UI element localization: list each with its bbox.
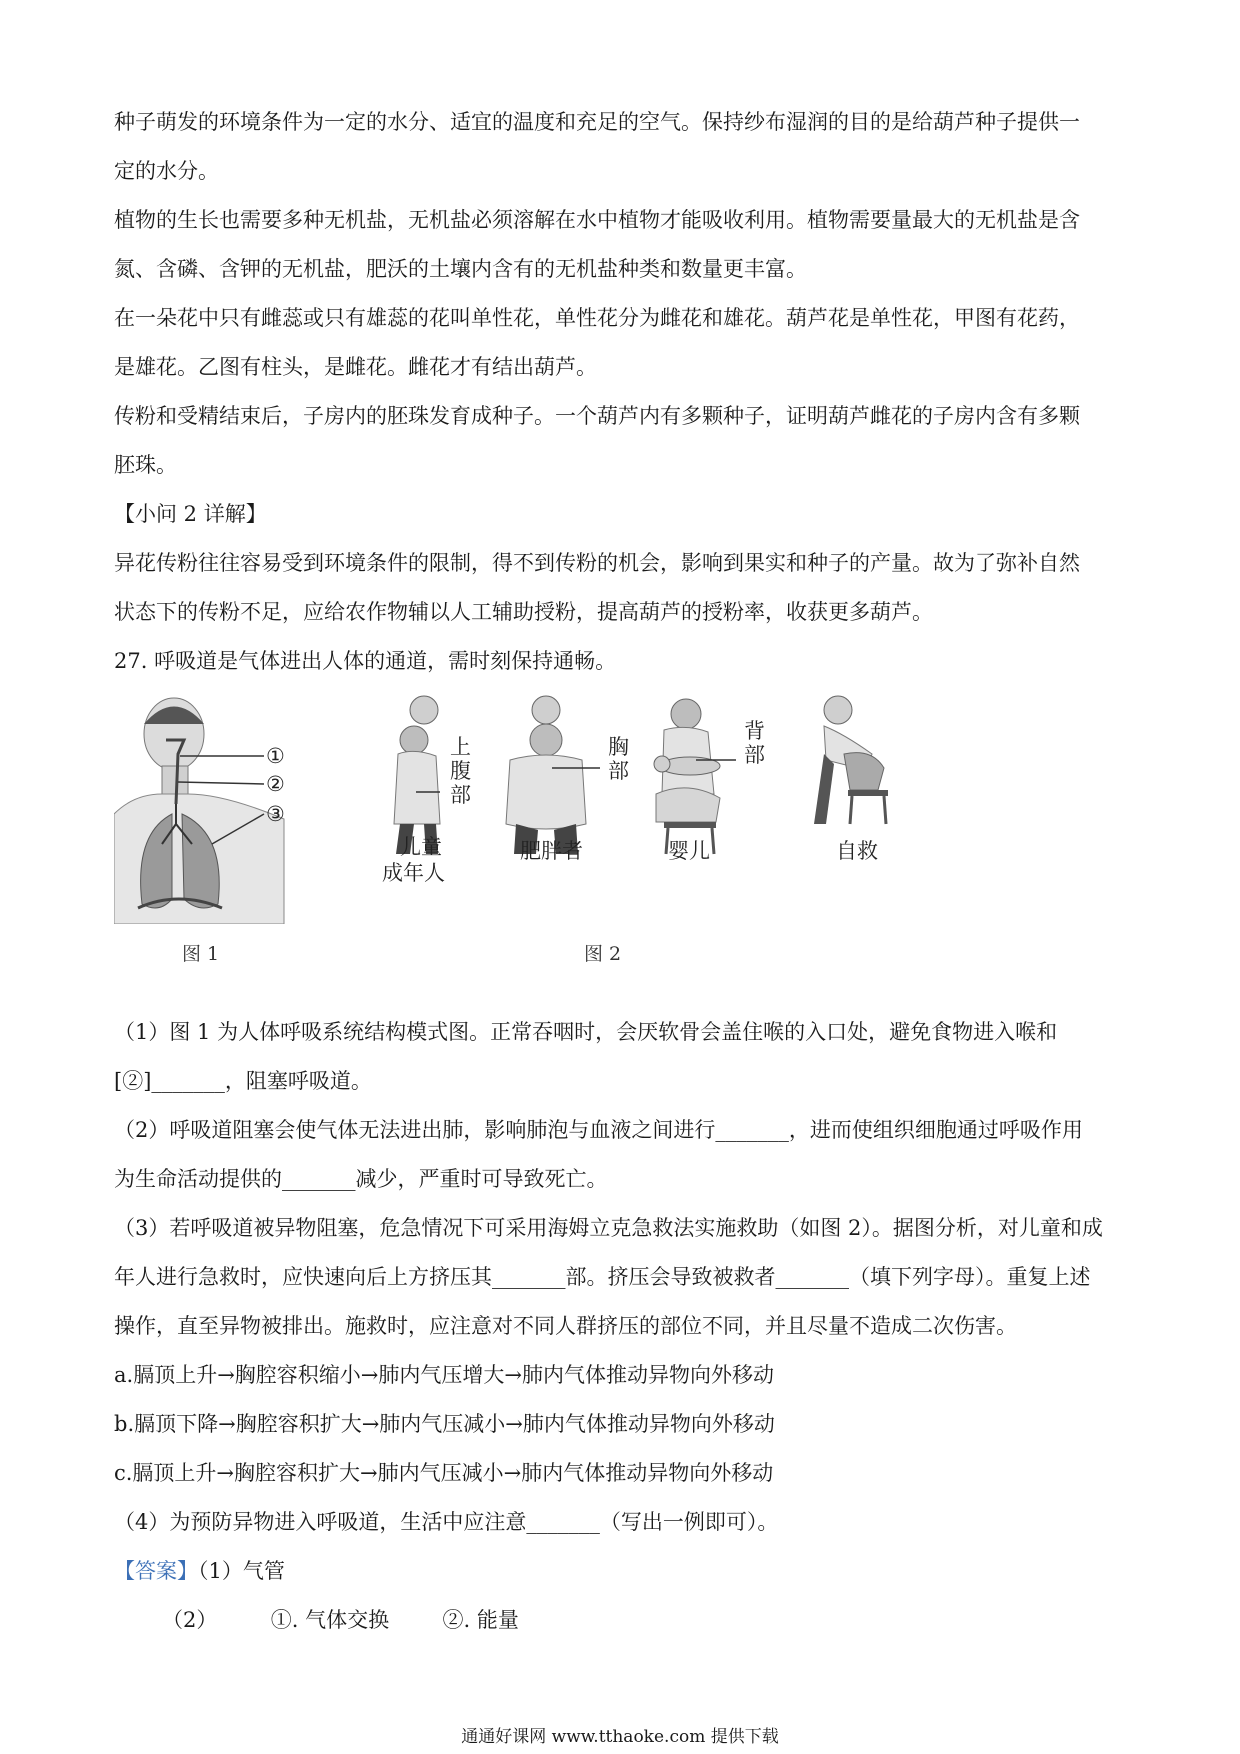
svg-text:部: 部 bbox=[450, 783, 471, 807]
option-c: c.膈顶上升→胸腔容积扩大→肺内气压减小→肺内气体推动异物向外移动 bbox=[114, 1461, 774, 1485]
answer-2-part-1: ①. 气体交换 bbox=[270, 1608, 390, 1632]
answer-2-number: （2） bbox=[162, 1608, 218, 1632]
svg-text:部: 部 bbox=[608, 759, 629, 783]
question-1: [②]_______，阻塞呼吸道。 bbox=[114, 1069, 372, 1093]
question-3: 操作，直至异物被排出。施救时，应注意对不同人群挤压的部位不同，并且尽量不造成二次伤害。 bbox=[114, 1314, 1017, 1338]
paragraph: 种子萌发的环境条件为一定的水分、适宜的温度和充足的空气。保持纱布湿润的目的是给葫芦种子提供一 bbox=[114, 110, 1080, 134]
panel-label-self-rescue: 自救 bbox=[836, 839, 878, 863]
answer-1: （1）气管 bbox=[198, 1559, 285, 1583]
question-1: （1）图 1 为人体呼吸系统结构模式图。正常吞咽时，会厌软骨会盖住喉的入口处，避免食物进入喉和 bbox=[114, 1020, 1058, 1044]
figure2-caption: 图 2 bbox=[584, 943, 622, 965]
paragraph: 定的水分。 bbox=[114, 159, 219, 183]
figure1-respiratory-system bbox=[114, 694, 344, 924]
subsection-heading: 【小问 2 详解】 bbox=[114, 502, 267, 526]
option-b: b.膈顶下降→胸腔容积扩大→肺内气压减小→肺内气体推动异物向外移动 bbox=[114, 1412, 775, 1436]
svg-text:腹: 腹 bbox=[450, 759, 471, 783]
paragraph: 植物的生长也需要多种无机盐，无机盐必须溶解在水中植物才能吸收利用。植物需要量最大的无机盐是含 bbox=[114, 208, 1080, 232]
question-4: （4）为预防异物进入呼吸道，生活中应注意_______（写出一例即可）。 bbox=[114, 1510, 779, 1534]
paragraph: 氮、含磷、含钾的无机盐，肥沃的土壤内含有的无机盐种类和数量更丰富。 bbox=[114, 257, 807, 281]
paragraph: 在一朵花中只有雌蕊或只有雄蕊的花叫单性花，单性花分为雌花和雄花。葫芦花是单性花，甲图有花药， bbox=[114, 306, 1080, 330]
svg-text:背: 背 bbox=[744, 719, 765, 743]
paragraph: 胚珠。 bbox=[114, 453, 177, 477]
svg-text:上: 上 bbox=[450, 735, 471, 759]
answer-line-1 bbox=[114, 1547, 1134, 1596]
panel-self-rescue bbox=[814, 696, 888, 863]
answer-2-part-2: ②. 能量 bbox=[442, 1608, 519, 1632]
svg-text:部: 部 bbox=[744, 743, 765, 767]
panel-child-adult bbox=[382, 696, 471, 885]
panel-label-obese: 肥胖者 bbox=[520, 839, 583, 863]
panel-obese bbox=[506, 696, 629, 863]
figure2-heimlich-maneuver bbox=[374, 694, 1034, 924]
panel-label-child: 儿童 bbox=[400, 835, 442, 859]
question-2: 为生命活动提供的_______减少，严重时可导致死亡。 bbox=[114, 1167, 608, 1191]
figure-area bbox=[114, 694, 1134, 1004]
panel-label-adult: 成年人 bbox=[382, 861, 445, 885]
figure1-label-3: ③ bbox=[266, 802, 285, 826]
paragraph: 是雄花。乙图有柱头，是雌花。雌花才有结出葫芦。 bbox=[114, 355, 597, 379]
question-3: 年人进行急救时，应快速向后上方挤压其_______部。挤压会导致被救者_______（填下列字母）。重复上述 bbox=[114, 1265, 1091, 1289]
answer-line-2 bbox=[114, 1596, 1134, 1645]
page-footer: 通通好课网 www.tthaoke.com 提供下载 bbox=[461, 1727, 779, 1747]
answer-tag: 【答案】 bbox=[114, 1559, 198, 1583]
figure1-caption: 图 1 bbox=[182, 943, 220, 965]
option-a: a.膈顶上升→胸腔容积缩小→肺内气压增大→肺内气体推动异物向外移动 bbox=[114, 1363, 774, 1387]
document-body bbox=[114, 98, 1134, 1645]
panel-label-infant: 婴儿 bbox=[668, 839, 710, 863]
question-stem: 27. 呼吸道是气体进出人体的通道，需时刻保持通畅。 bbox=[114, 649, 617, 673]
svg-text:胸: 胸 bbox=[608, 735, 629, 759]
paragraph: 异花传粉往往容易受到环境条件的限制，得不到传粉的机会，影响到果实和种子的产量。故为了弥补自然 bbox=[114, 551, 1080, 575]
figure1-label-1: ① bbox=[266, 744, 285, 768]
question-2: （2）呼吸道阻塞会使气体无法进出肺，影响肺泡与血液之间进行_______，进而使组织细胞通过呼吸作用 bbox=[114, 1118, 1083, 1142]
figure1-label-2: ② bbox=[266, 772, 285, 796]
paragraph: 传粉和受精结束后，子房内的胚珠发育成种子。一个葫芦内有多颗种子，证明葫芦雌花的子房内含有多颗 bbox=[114, 404, 1080, 428]
panel-infant bbox=[654, 699, 765, 863]
paragraph: 状态下的传粉不足，应给农作物辅以人工辅助授粉，提高葫芦的授粉率，收获更多葫芦。 bbox=[114, 600, 933, 624]
question-3: （3）若呼吸道被异物阻塞，危急情况下可采用海姆立克急救法实施救助（如图 2）。据图分析，对儿童和成 bbox=[114, 1216, 1103, 1240]
